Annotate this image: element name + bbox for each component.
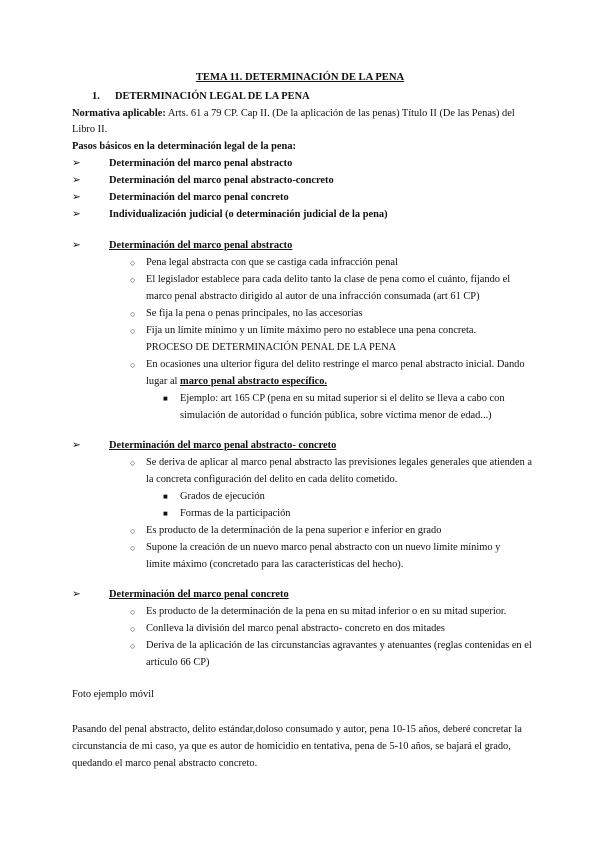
list-item-continuation: la concreta configuración del delito en cada delito cometido. xyxy=(146,474,398,485)
square-bullet-icon: ■ xyxy=(163,509,168,518)
list-item: ○ En ocasiones una ulterior figura del delito restringe el marco penal abstracto inicial. Dando xyxy=(72,357,530,374)
circle-bullet-icon: ○ xyxy=(130,526,136,536)
list-item: ○ Es producto de la determinación de la pena en su mitad inferior o en su mitad superior. xyxy=(72,604,530,621)
pasos-list xyxy=(72,156,530,224)
square-bullet-icon: ■ xyxy=(163,394,168,403)
page-title: TEMA 11. DETERMINACIÓN DE LA PENA xyxy=(195,72,405,83)
closing-paragraph-line: Pasando del penal abstracto, delito estándar,doloso consumado y autor, pena 10-15 años, deberé concretar la xyxy=(72,724,522,735)
normativa-line-2: Libro II. xyxy=(72,124,108,135)
sub-list-item: ■ Ejemplo: art 165 CP (pena en su mitad superior si el delito se lleva a cabo con xyxy=(72,391,530,408)
list-item: ➢ Determinación del marco penal abstracto-concreto xyxy=(72,173,530,190)
arrow-bullet-icon: ➢ xyxy=(72,192,81,203)
list-item: ○ Se deriva de aplicar al marco penal abstracto las previsiones legales generales que atienden a xyxy=(72,455,530,472)
list-item-continuation: artículo 66 CP) xyxy=(146,657,210,668)
sub-list-item: ■ Formas de la participación xyxy=(72,506,530,523)
list-item-continuation: límite máximo (concretado para las características del hecho). xyxy=(146,559,404,570)
circle-bullet-icon: ○ xyxy=(130,275,136,285)
closing-paragraph-line: circunstancia de mi caso, ya que es autor de homicidio en tentativa, pena de 5-10 años, se bajará el grado, xyxy=(72,741,511,752)
sub-list-item-continuation: simulación de autoridad o función pública, sobre víctima menor de edad...) xyxy=(180,410,492,421)
list-item-continuation: lugar al marco penal abstracto específico. xyxy=(146,376,328,387)
list-item: ➢ Determinación del marco penal concreto xyxy=(72,190,530,207)
circle-bullet-icon: ○ xyxy=(130,607,136,617)
normativa-label: Normativa aplicable: xyxy=(72,108,166,119)
circle-bullet-icon: ○ xyxy=(130,309,136,319)
arrow-bullet-icon: ➢ xyxy=(72,440,81,451)
list-item-continuation: marco penal abstracto dirigido al autor de una infracción consumada (art 61 CP) xyxy=(146,291,480,302)
section-abstracto-concreto xyxy=(72,438,533,574)
circle-bullet-icon: ○ xyxy=(130,258,136,268)
section-abstracto xyxy=(72,238,530,425)
circle-bullet-icon: ○ xyxy=(130,624,136,634)
section-number: 1. xyxy=(92,91,100,102)
closing-paragraph-line: quedando el marco penal abstracto concreto. xyxy=(72,758,258,769)
section-heading xyxy=(92,89,310,106)
pasos-label: Pasos básicos en la determinación legal de la pena: xyxy=(72,141,296,152)
arrow-bullet-icon: ➢ xyxy=(72,240,81,251)
list-item: ○ Deriva de la aplicación de las circunstancias agravantes y atenuantes (reglas contenidas en el xyxy=(72,638,530,655)
list-item-continuation: PROCESO DE DETERMINACIÓN PENAL DE LA PENA xyxy=(146,342,397,353)
list-item: ○ Fija un límite mínimo y un límite máximo pero no establece una pena concreta. xyxy=(72,323,530,340)
sub-list-item: ■ Grados de ejecución xyxy=(72,489,530,506)
arrow-bullet-icon: ➢ xyxy=(72,175,81,186)
emphasis-term: marco penal abstracto específico. xyxy=(180,376,328,387)
list-item: ➢ Determinación del marco penal abstracto xyxy=(72,156,530,173)
subsection-heading: ➢ Determinación del marco penal concreto xyxy=(72,587,530,604)
arrow-bullet-icon: ➢ xyxy=(72,209,81,220)
list-item: ○ Se fija la pena o penas principales, no las accesorias xyxy=(72,306,530,323)
section-title: DETERMINACIÓN LEGAL DE LA PENA xyxy=(115,91,310,102)
normativa-text: Arts. 61 a 79 CP. Cap II. (De la aplicación de las penas) Título II (De las Penas) del xyxy=(165,108,515,119)
photo-note: Foto ejemplo móvil xyxy=(72,689,154,700)
list-item: ○ Conlleva la división del marco penal abstracto- concreto en dos mitades xyxy=(72,621,530,638)
normativa-line xyxy=(72,106,515,123)
square-bullet-icon: ■ xyxy=(163,492,168,501)
circle-bullet-icon: ○ xyxy=(130,360,136,370)
list-item: ○ Supone la creación de un nuevo marco penal abstracto con un nuevo límite mínimo y xyxy=(72,540,530,557)
subsection-heading: ➢ Determinación del marco penal abstracto- concreto xyxy=(72,438,530,455)
arrow-bullet-icon: ➢ xyxy=(72,158,81,169)
arrow-bullet-icon: ➢ xyxy=(72,589,81,600)
list-item: ➢ Individualización judicial (o determinación judicial de la pena) xyxy=(72,207,530,224)
circle-bullet-icon: ○ xyxy=(130,543,136,553)
list-item: ○ El legislador establece para cada delito tanto la clase de pena como el cuánto, fijando el xyxy=(72,272,530,289)
circle-bullet-icon: ○ xyxy=(130,458,136,468)
section-concreto xyxy=(72,587,530,672)
circle-bullet-icon: ○ xyxy=(130,641,136,651)
list-item: ○ Es producto de la determinación de la pena superior e inferior en grado xyxy=(72,523,530,540)
list-item: ○ Pena legal abstracta con que se castiga cada infracción penal xyxy=(72,255,530,272)
subsection-heading: ➢ Determinación del marco penal abstracto xyxy=(72,238,530,255)
circle-bullet-icon: ○ xyxy=(130,326,136,336)
